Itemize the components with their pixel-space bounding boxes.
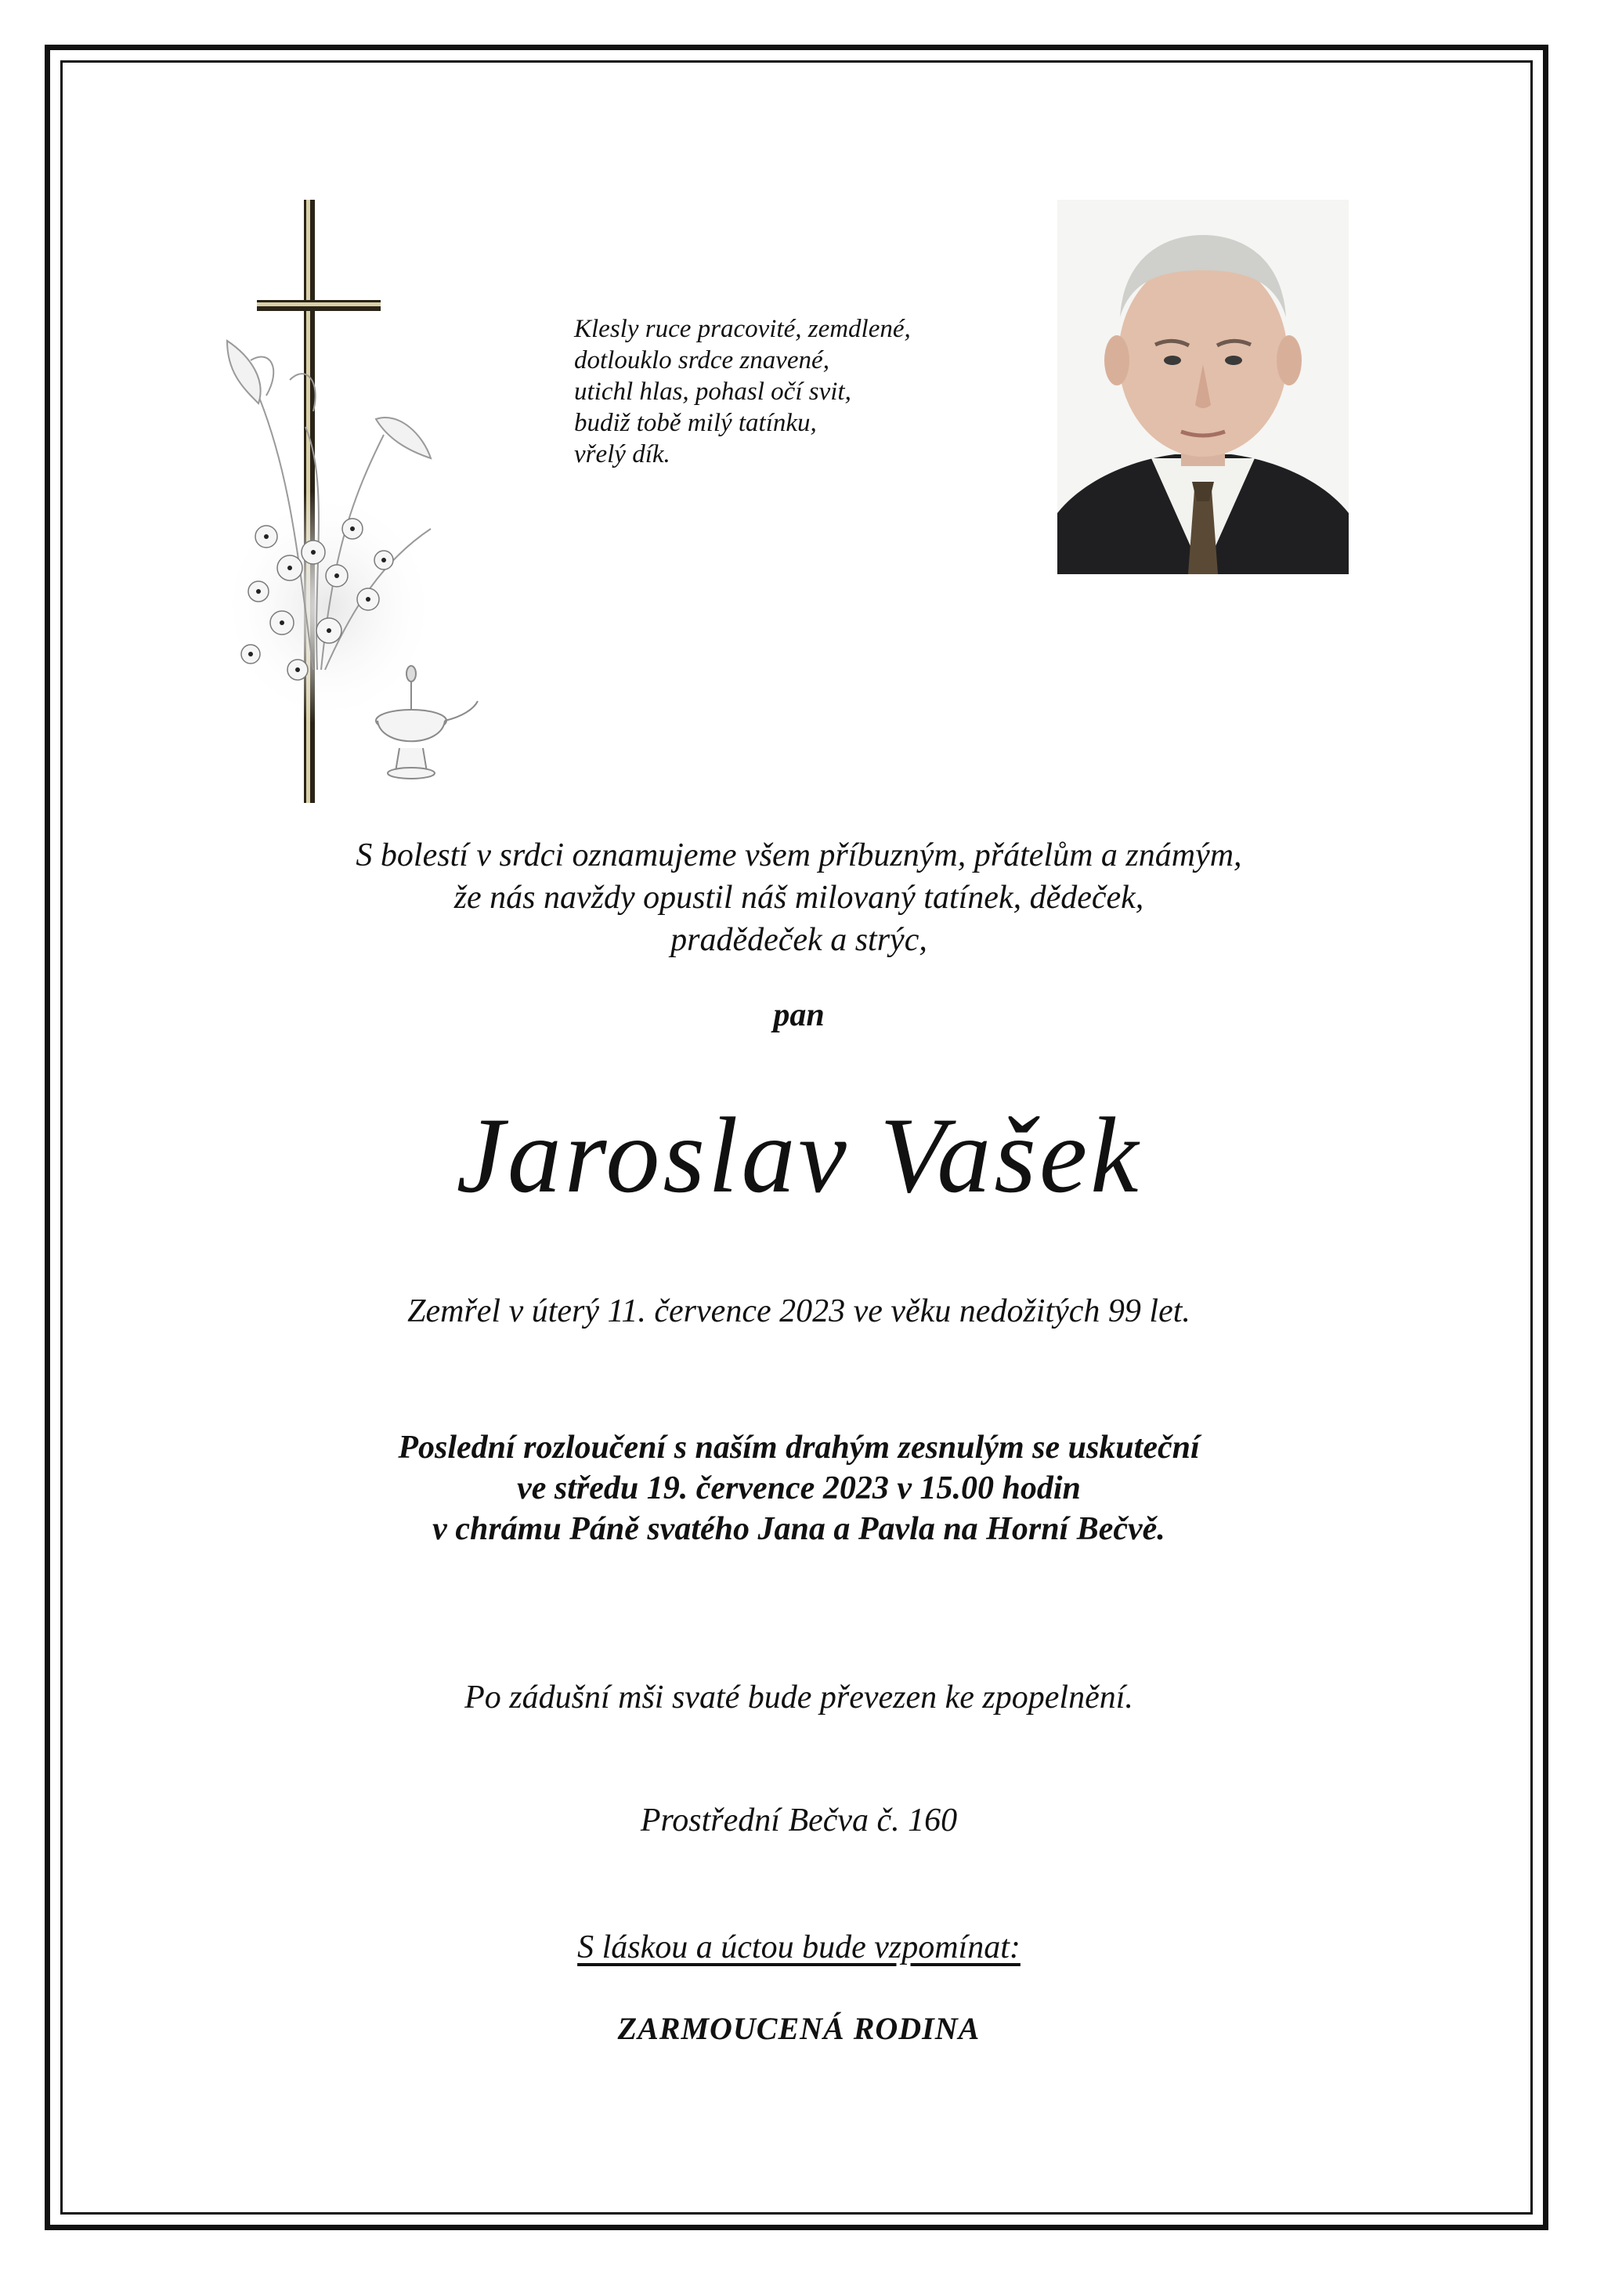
poem-line: utichl hlas, pohasl očí svit, bbox=[574, 378, 851, 406]
poem bbox=[574, 313, 1044, 470]
address: Prostřední Bečva č. 160 bbox=[640, 1802, 958, 1839]
poem-line: vřelý dík. bbox=[574, 440, 670, 468]
cremation-note: Po zádušní mši svaté bude převezen ke zpopelnění. bbox=[464, 1680, 1133, 1716]
deceased-name: Jaroslav Vašek bbox=[456, 1095, 1142, 1215]
remembrance-text: S láskou a úctou bude vzpomínat: bbox=[577, 1929, 1021, 1965]
cross-decoration bbox=[196, 200, 501, 811]
farewell-line: v chrámu Páně svatého Jana a Pavla na Horní Bečvě. bbox=[432, 1511, 1165, 1547]
death-notice: Zemřel v úterý 11. července 2023 ve věku nedožitých 99 let. bbox=[407, 1293, 1190, 1329]
announcement bbox=[94, 834, 1504, 961]
farewell-details bbox=[94, 1427, 1504, 1549]
poem-line: budiž tobě milý tatínku, bbox=[574, 409, 817, 437]
poem-line: dotlouklo srdce znavené, bbox=[574, 346, 829, 374]
announcement-line: S bolestí v srdci oznamujeme všem příbuzným, přátelům a známým, bbox=[356, 837, 1242, 873]
farewell-line: Poslední rozloučení s naším drahým zesnulým se uskuteční bbox=[398, 1430, 1200, 1466]
announcement-line: že nás navždy opustil náš milovaný tatínek, dědeček, bbox=[453, 880, 1144, 916]
honorific: pan bbox=[773, 997, 825, 1033]
farewell-line: ve středu 19. července 2023 v 15.00 hodin bbox=[517, 1470, 1081, 1506]
poem-line: Klesly ruce pracovité, zemdlené, bbox=[574, 315, 911, 343]
signature: ZARMOUCENÁ RODINA bbox=[617, 2011, 981, 2046]
portrait-photo bbox=[1057, 200, 1349, 574]
remembrance-line bbox=[94, 1929, 1504, 1966]
announcement-line: pradědeček a strýc, bbox=[670, 922, 927, 958]
